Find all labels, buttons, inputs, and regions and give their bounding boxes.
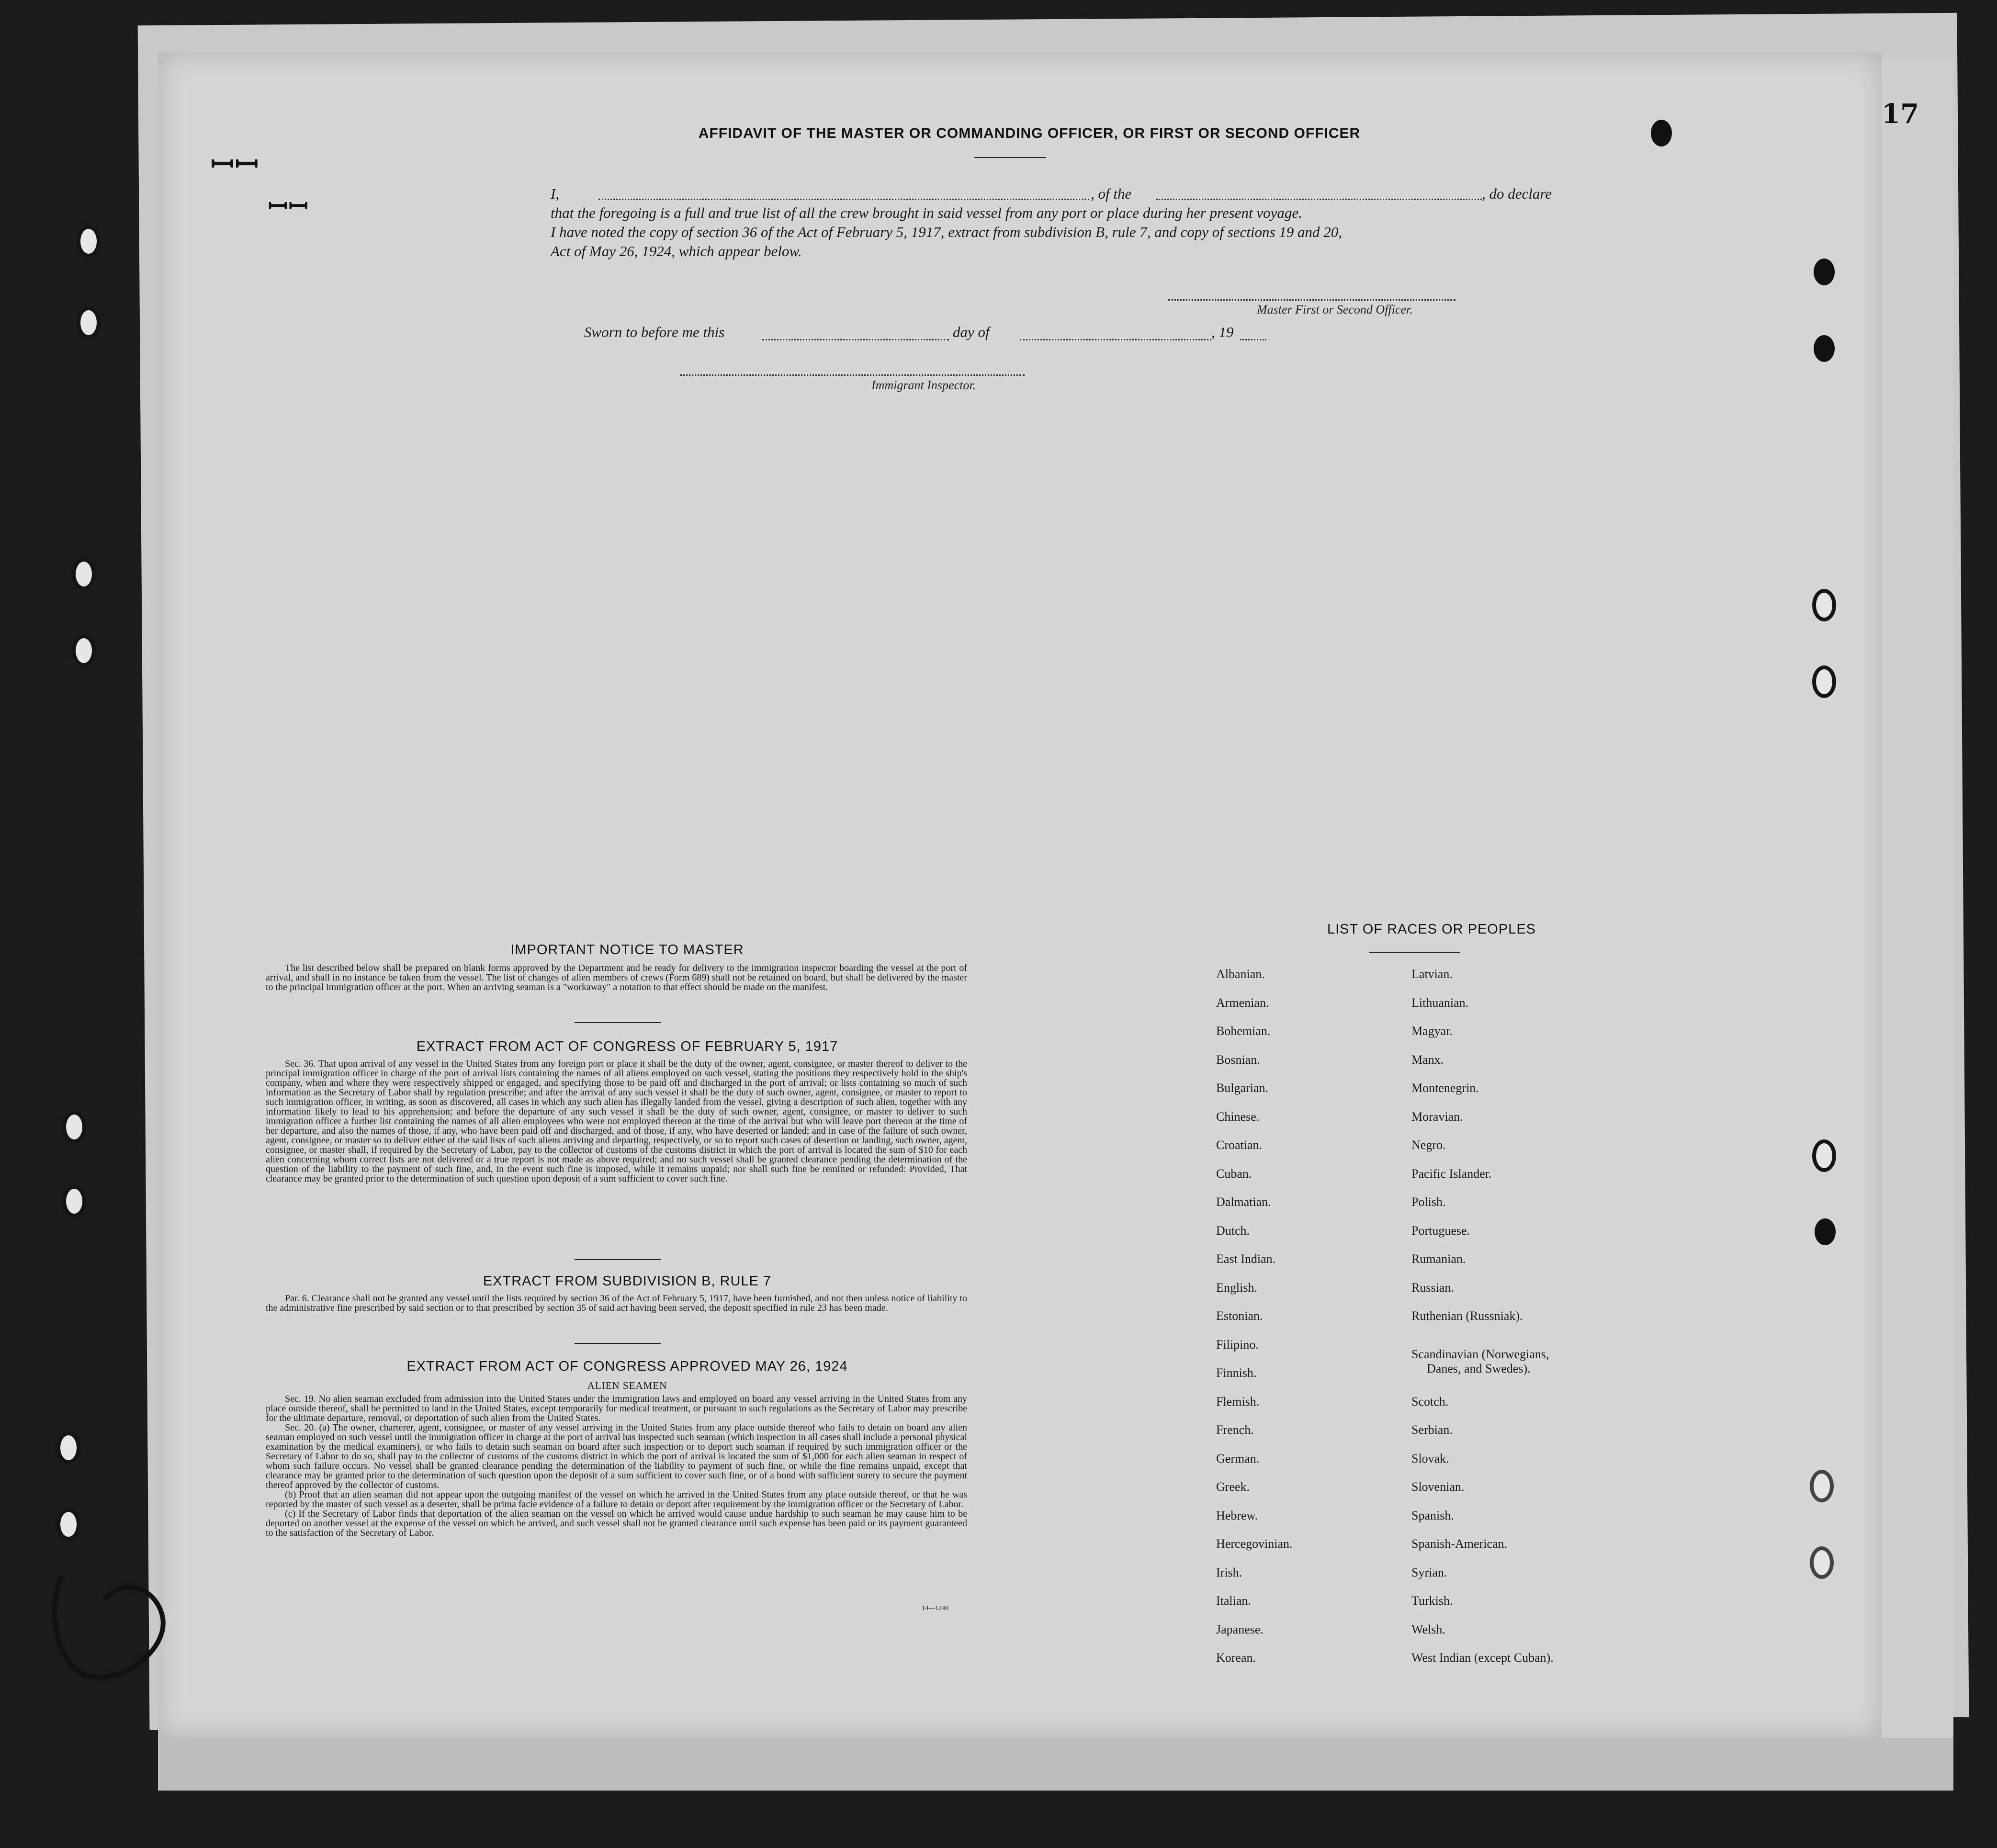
affidavit-title: AFFIDAVIT OF THE MASTER OR COMMANDING OFFICER, OR FIRST OR SECOND OFFICER	[698, 125, 1361, 141]
punch-dot	[1651, 120, 1672, 146]
race-item: Armenian.	[1216, 995, 1269, 1010]
affidavit-of-the: , of the	[1091, 185, 1132, 202]
race-item: Hercegovinian.	[1216, 1537, 1293, 1551]
extract-1924-text	[266, 1394, 967, 1538]
form-number: 14—1240	[922, 1605, 948, 1612]
punch-dot	[1814, 259, 1835, 285]
master-signature-line[interactable]	[1168, 299, 1455, 301]
binder-hole	[62, 1185, 86, 1217]
extract-1924-title: EXTRACT FROM ACT OF CONGRESS APPROVED MAY 26, 1924	[406, 1359, 848, 1374]
extract-rule7-title: EXTRACT FROM SUBDIVISION B, RULE 7	[483, 1273, 772, 1289]
punch-dot	[1815, 1218, 1836, 1245]
race-item: Dutch.	[1216, 1223, 1250, 1238]
race-item: Finnish.	[1216, 1366, 1257, 1380]
extract-1917-text	[266, 1059, 967, 1183]
race-item: Albanian.	[1216, 967, 1265, 981]
binder-hole	[72, 634, 96, 667]
race-item: Lithuanian.	[1411, 995, 1469, 1010]
binder-hole	[1812, 589, 1836, 621]
binder-hole	[1812, 665, 1836, 698]
race-item: Ruthenian (Russniak).	[1411, 1309, 1523, 1323]
race-item: Welsh.	[1411, 1622, 1445, 1636]
ink-mark: ꟷꟷ	[211, 149, 259, 180]
day-of-text: day of	[953, 324, 990, 340]
race-item: Polish.	[1411, 1195, 1446, 1209]
race-item: Montenegrin.	[1411, 1081, 1479, 1095]
affidavit-declare: , do declare	[1482, 185, 1552, 202]
extract-1917-title: EXTRACT FROM ACT OF CONGRESS OF FEBRUARY 5, 1917	[416, 1039, 838, 1054]
page-bottom-edge	[158, 1738, 1953, 1791]
race-item: Korean.	[1216, 1651, 1256, 1665]
race-item: English.	[1216, 1280, 1257, 1295]
divider	[974, 157, 1046, 158]
race-item: Serbian.	[1411, 1423, 1453, 1437]
sworn-month-blank[interactable]	[1020, 339, 1211, 340]
binder-hole	[1810, 1546, 1834, 1579]
binder-hole	[77, 306, 101, 339]
race-item: Bulgarian.	[1216, 1081, 1269, 1095]
race-item: Scotch.	[1411, 1394, 1449, 1409]
race-item: Slovenian.	[1411, 1480, 1465, 1494]
inspector-signature-line[interactable]	[680, 374, 1025, 376]
divider	[575, 1259, 661, 1260]
race-item: Chinese.	[1216, 1109, 1260, 1124]
race-item: Greek.	[1216, 1480, 1250, 1494]
race-item: German.	[1216, 1451, 1260, 1465]
vessel-blank[interactable]	[1156, 199, 1482, 200]
par-6-paragraph: Par. 6. Clearance shall not be granted any vessel until the lists required by section 36 of the Act of February 5, 1917, have been furnished, and not then unless notice of liability to the administrative fine prescribed by said section or to that prescribed by section 35 of said act having been served, the deposit specified in rule 23 has been made.	[266, 1293, 967, 1313]
binder-hole	[56, 1431, 80, 1464]
section-20a-paragraph: Sec. 20. (a) The owner, charterer, agent, consignee, or master of any vessel arriving in the United States from any place outside thereof who fails to detain on board any alien seaman employed on such vessel until the immigration officer in charge at the port of arrival has inspected such seaman (which inspection in all cases shall include a personal physical examination by the medical examiners), or who fails to detain such seaman on board after such inspection or to deport such seaman if required by such immigration officer or the Secretary of Labor to do so, shall pay to the collector of customs of the customs district in which the port of arrival is located the sum of $1,000 for each alien seaman in respect of whom such failure occurs. No vessel shall be granted clearance pending the determination of the liability to payment of such fine, or while the fine remains unpaid, except that clearance may be granted prior to the determination of such question upon the deposit of a sum sufficient to cover such fine, or of a bond with sufficient surety to secure the payment thereof approved by the collector of customs.	[266, 1422, 967, 1490]
divider	[575, 1343, 661, 1344]
divider	[575, 1022, 661, 1023]
page-edge	[1882, 57, 1953, 1762]
race-item: Cuban.	[1216, 1166, 1252, 1181]
sworn-year-blank[interactable]	[1240, 339, 1266, 340]
notice-paragraph: The list described below shall be prepared on blank forms approved by the Department and be ready for delivery to the immigration inspector boarding the vessel at the port of arrival, and shall in no instance be taken from the vessel. The list of changes of alien members of crews (Form 689) shall not be retained on board, but shall be delivered by the master to the principal immigration officer at the port. When an arriving seaman is a "workaway" a notation to that effect should be made on the manifest.	[266, 963, 967, 992]
race-item: Italian.	[1216, 1594, 1251, 1608]
year-prefix: , 19	[1211, 324, 1234, 340]
race-item: Latvian.	[1411, 967, 1453, 981]
race-item: Spanish-American.	[1411, 1537, 1508, 1551]
race-item: Manx.	[1411, 1052, 1444, 1067]
race-item: Turkish.	[1411, 1594, 1453, 1608]
race-item: Estonian.	[1216, 1309, 1263, 1323]
affidavit-line-4: Act of May 26, 1924, which appear below.	[551, 243, 802, 259]
section-36-paragraph: Sec. 36. That upon arrival of any vessel in the United States from any foreign port or place it shall be the duty of the owner, agent, consignee, or master thereof to deliver to the principal immigration officer in charge of the port of arrival lists containing the names of all aliens employed on such vessel, stating the positions they respectively hold in the ship's company, when and where they were respectively shipped or engaged, and specifying those to be paid off and discharged in the port of arrival; or lists containing so much of such information as the Secretary of Labor shall by regulation prescribe; and after the arrival of any such vessel it shall be the duty of such owner, agent, consignee, or master to report to such immigration officer, in writing, as soon as discovered, all cases in which any such alien has illegally landed from the vessel, giving a description of such alien, together with any information likely to lead to his apprehension; and before the departure of any such vessel it shall be the duty of such owner, agent, consignee, or master to deliver to such immigration officer a further list containing the names of all alien employees who were not employed thereon at the time of the arrival but who will leave port thereon at the time of her departure, and also the names of those, if any, who have been paid off and discharged, and of those, if any, who have deserted or landed; and in case of the failure of such owner, agent, consignee, or master so to deliver either of the said lists of such aliens arriving and departing, respectively, or so to report such cases of desertion or landing, such owner, agent, consignee, or master shall, if required by the Secretary of Labor, pay to the collector of customs of the customs district in which the port of arrival is located the sum of $10 for each alien concerning whom correct lists are not delivered or a true report is not made as above required; and no such vessel shall be granted clearance pending the determination of the question of the liability to the payment of such fine, and, in the event such fine is imposed, while it remains unpaid; nor shall such fine be remitted or refunded: Provided, That clearance may be granted prior to the determination of such question upon deposit of a sum sufficient to cover such fine.	[266, 1059, 967, 1184]
name-blank[interactable]	[598, 199, 1089, 200]
sworn-line	[584, 324, 724, 341]
race-item: Irish.	[1216, 1565, 1242, 1579]
sworn-day-blank[interactable]	[762, 339, 949, 340]
race-item: Syrian.	[1411, 1565, 1447, 1579]
master-label: Master First or Second Officer.	[1257, 303, 1413, 316]
race-item: Flemish.	[1216, 1394, 1260, 1409]
notice-title: IMPORTANT NOTICE TO MASTER	[510, 942, 744, 958]
ink-mark: ꟷꟷ	[268, 193, 309, 220]
race-item: Russian.	[1411, 1280, 1454, 1295]
race-item: Dalmatian.	[1216, 1195, 1271, 1209]
binder-hole	[72, 558, 96, 590]
affidavit-line-3: I have noted the copy of section 36 of the Act of February 5, 1917, extract from subdivision B, rule 7, and copy of sections 19 and 20,	[551, 224, 1343, 240]
race-item: Portuguese.	[1411, 1223, 1470, 1238]
race-item: Negro.	[1411, 1138, 1446, 1152]
alien-seamen-subtitle: ALIEN SEAMEN	[587, 1380, 667, 1391]
punch-dot	[1814, 335, 1835, 362]
race-item: Magyar.	[1411, 1024, 1453, 1038]
affidavit-body	[551, 184, 1552, 261]
race-item: West Indian (except Cuban).	[1411, 1651, 1554, 1665]
sworn-text: Sworn to before me this	[584, 324, 725, 340]
binder-hole	[1810, 1470, 1834, 1502]
binder-hole	[77, 225, 101, 258]
race-item: Filipino.	[1216, 1337, 1259, 1352]
races-title: LIST OF RACES OR PEOPLES	[1327, 922, 1536, 937]
race-item: Rumanian.	[1411, 1252, 1466, 1266]
section-19-paragraph: Sec. 19. No alien seaman excluded from admission into the United States under the immigration laws and employed on board any vessel arriving in the United States from any place outside thereof, shall be permitted to land in the United States, except temporarily for medical treatment, or pursuant to such regulations as the Secretary of Labor may prescribe for the ultimate departure, removal, or deportation of such alien from the United States.	[266, 1394, 967, 1423]
divider	[1369, 952, 1460, 953]
race-item: Bosnian.	[1216, 1052, 1260, 1067]
race-item: Danes, and Swedes).	[1427, 1361, 1531, 1375]
affidavit-line-2: that the foregoing is a full and true list of all the crew brought in said vessel from any port or place during her present voyage.	[551, 204, 1302, 221]
races-column-1	[1216, 967, 1293, 1679]
race-item: Spanish.	[1411, 1508, 1454, 1522]
page-number: 17	[1882, 98, 1919, 130]
binder-hole	[56, 1508, 80, 1541]
binder-hole	[62, 1111, 86, 1143]
section-20c-paragraph: (c) If the Secretary of Labor finds that deportation of the alien seaman on the vessel on which he arrived would cause undue hardship to such seaman he may cause him to be deported on another vessel at the expense of the vessel on which he arrived, and such vessel shall not be granted clearance until such expense has been paid or its payment guaranteed to the satisfaction of the Secretary of Labor.	[266, 1509, 967, 1538]
race-item: French.	[1216, 1423, 1254, 1437]
race-item: Japanese.	[1216, 1622, 1264, 1636]
race-item: Moravian.	[1411, 1109, 1463, 1124]
binder-hole	[1812, 1139, 1836, 1172]
race-item: Slovak.	[1411, 1451, 1449, 1465]
race-item: Croatian.	[1216, 1138, 1263, 1152]
section-20b-paragraph: (b) Proof that an alien seaman did not appear upon the outgoing manifest of the vessel on which he arrived in the United States from any place outside thereof, or that he was reported by the master of such vessel as a deserter, shall be prima facie evidence of a failure to detain or deport after requirement by the immigration officer or the Secretary of Labor.	[266, 1489, 967, 1510]
inspector-label: Immigrant Inspector.	[871, 378, 976, 392]
race-item: Pacific Islander.	[1411, 1166, 1492, 1181]
races-column-2	[1411, 967, 1554, 1679]
race-item: Scandinavian (Norwegians,	[1411, 1347, 1549, 1361]
affidavit-i: I,	[551, 185, 560, 202]
notice-text	[266, 963, 967, 992]
extract-rule7-text	[266, 1294, 967, 1313]
ink-scribble	[43, 1546, 187, 1690]
race-item: East Indian.	[1216, 1252, 1276, 1266]
race-item: Hebrew.	[1216, 1508, 1258, 1522]
race-item: Bohemian.	[1216, 1024, 1271, 1038]
